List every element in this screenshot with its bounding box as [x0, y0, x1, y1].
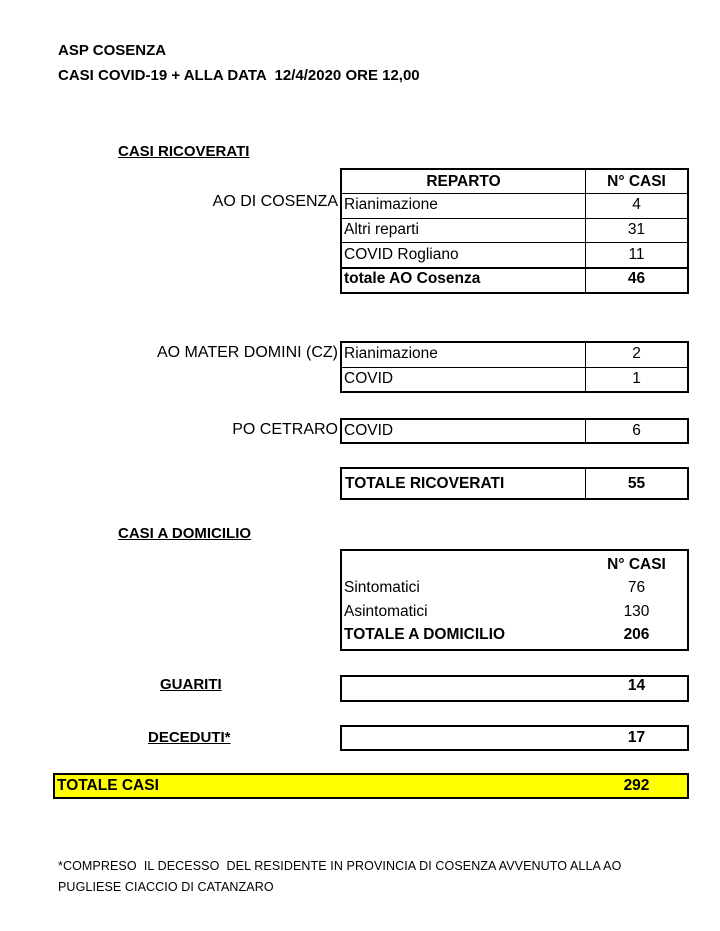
org-title: ASP COSENZA [58, 42, 167, 59]
table-row-casi: 11 [628, 246, 645, 263]
table-row-reparto: COVID [344, 370, 394, 387]
list-item-label: Sintomatici [344, 579, 420, 596]
table-row-reparto: Altri reparti [344, 221, 419, 238]
list-item-value: 76 [627, 579, 646, 596]
totale-casi-bar [53, 773, 689, 799]
col-header-casi: N° CASI [607, 173, 666, 190]
totale-ricoverati-value: 55 [627, 475, 646, 492]
totale-domicilio-label: TOTALE A DOMICILIO [344, 626, 506, 643]
total-value-ao-cosenza: 46 [627, 270, 646, 287]
table-row-reparto: COVID [344, 422, 394, 439]
totale-casi-label: TOTALE CASI [57, 777, 159, 794]
totale-casi-value: 292 [623, 777, 650, 794]
label-ao-cosenza: AO DI COSENZA [212, 193, 338, 210]
value-guariti: 14 [627, 677, 646, 694]
totale-domicilio-value: 206 [623, 626, 650, 643]
table-mater-domini [340, 341, 689, 393]
table-row-reparto: Rianimazione [344, 345, 438, 362]
footnote-line-2: PUGLIESE CIACCIO DI CATANZARO [58, 880, 274, 894]
footnote-line-1: *COMPRESO IL DECESSO DEL RESIDENTE IN PROVINCIA DI COSENZA AVVENUTO ALLA AO [58, 859, 622, 873]
table-row-casi: 1 [632, 370, 641, 387]
report-subtitle: CASI COVID-19 + ALLA DATA 12/4/2020 ORE 12,00 [58, 67, 420, 84]
table-row-reparto: Rianimazione [344, 196, 438, 213]
label-guariti: GUARITI [160, 676, 222, 693]
table-cetraro [340, 418, 689, 444]
box-deceduti [340, 725, 689, 751]
list-item-value: 130 [623, 603, 650, 620]
section-title-domicilio: CASI A DOMICILIO [118, 525, 252, 542]
label-ao-mater-domini: AO MATER DOMINI (CZ) [156, 344, 338, 361]
table-row-reparto: COVID Rogliano [344, 246, 459, 263]
box-guariti [340, 675, 689, 702]
total-label-ao-cosenza: totale AO Cosenza [344, 270, 481, 287]
label-po-cetraro: PO CETRARO [232, 421, 338, 438]
table-row-casi: 4 [632, 196, 641, 213]
col-header-casi: N° CASI [607, 556, 666, 573]
table-ao-cosenza [340, 168, 689, 294]
table-row-casi: 2 [632, 345, 641, 362]
table-domicilio [340, 549, 689, 651]
table-row-casi: 6 [632, 422, 641, 439]
section-title-ricoverati: CASI RICOVERATI [118, 143, 250, 160]
value-deceduti: 17 [627, 729, 646, 746]
totale-ricoverati-label: TOTALE RICOVERATI [345, 475, 505, 492]
table-totale-ricoverati [340, 467, 689, 500]
table-row-casi: 31 [627, 221, 646, 238]
list-item-label: Asintomatici [344, 603, 428, 620]
label-deceduti: DECEDUTI* [148, 729, 231, 746]
col-header-reparto: REPARTO [426, 173, 501, 190]
